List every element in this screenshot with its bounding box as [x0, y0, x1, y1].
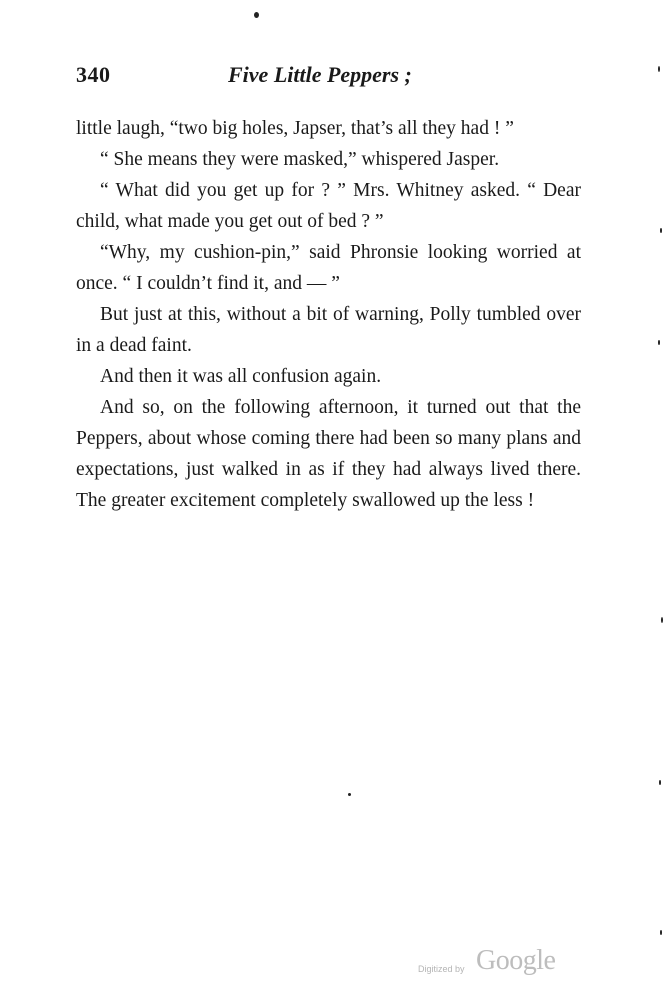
digitized-by-label: Digitized by: [418, 964, 465, 974]
google-logo: Google: [476, 945, 556, 976]
mid-ink-speck: [348, 793, 351, 796]
edge-speck: [660, 930, 662, 935]
paragraph: And so, on the following afternoon, it turned out that the Peppers, about whose coming there had been so many plans and expectations, just walked in as if they had always lived there. The greater excitement completely swallowed up the less !: [76, 397, 581, 511]
edge-speck: [658, 66, 660, 72]
paragraph: “Why, my cushion-pin,” said Phronsie looking worried at once. “ I couldn’t find it, and — ”: [76, 242, 581, 294]
top-ink-speck: [254, 12, 259, 18]
paragraph: And then it was all confusion again.: [100, 366, 382, 387]
edge-speck: [658, 340, 660, 345]
edge-speck: [659, 780, 661, 785]
paragraph: little laugh, “two big holes, Japser, that’s all they had ! ”: [76, 118, 514, 139]
digitized-watermark: [418, 942, 568, 982]
edge-speck: [660, 228, 662, 233]
paragraph: “ What did you get up for ? ” Mrs. Whitney asked. “ Dear child, what made you get out of bed ? ”: [76, 180, 581, 232]
running-header: [76, 62, 588, 92]
edge-speck: [661, 617, 663, 623]
paragraph: “ She means they were masked,” whispered Jasper.: [100, 149, 500, 170]
page-number: 340: [76, 62, 111, 87]
paragraph: But just at this, without a bit of warning, Polly tumbled over in a dead faint.: [76, 304, 581, 356]
running-title: Five Little Peppers ;: [228, 62, 412, 87]
body-text: [76, 113, 581, 516]
